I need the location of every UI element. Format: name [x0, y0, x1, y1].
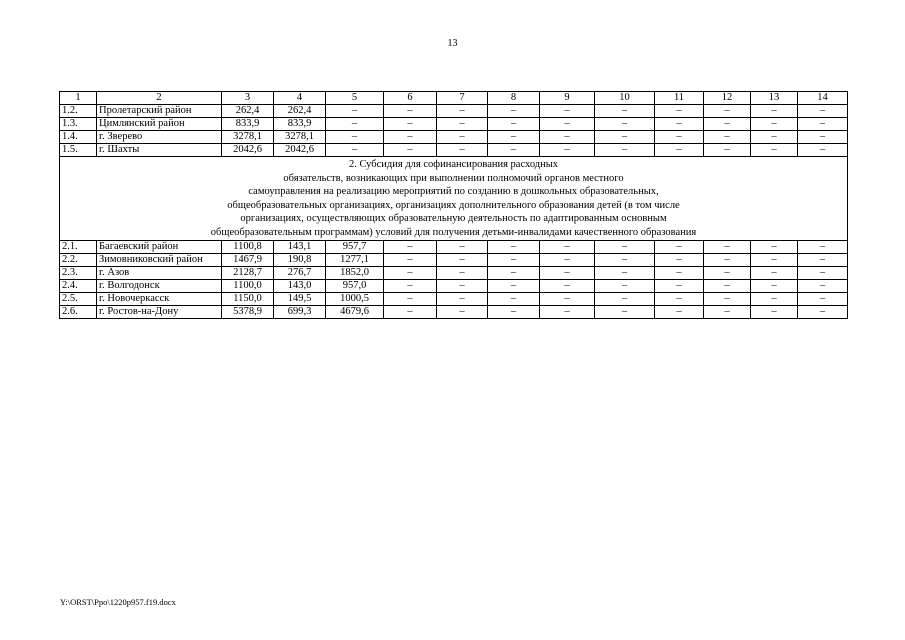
table-cell-col-4: 4: [274, 92, 326, 105]
table-cell-col-9: –: [540, 118, 595, 131]
table-cell-col-4: 3278,1: [274, 131, 326, 144]
table-cell-col-11: 11: [655, 92, 704, 105]
table-cell-col-5: –: [326, 105, 384, 118]
table-cell-col-5: 4679,6: [326, 306, 384, 319]
table-cell-col-2: г. Зверево: [97, 131, 222, 144]
table-cell-col-7: –: [437, 254, 488, 267]
table-header-row: [60, 92, 848, 105]
table-cell-col-2: г. Волгодонск: [97, 280, 222, 293]
table-cell-col-9: –: [540, 280, 595, 293]
table-cell-col-1: 2.3.: [60, 267, 97, 280]
table-cell-col-2: Пролетарский район: [97, 105, 222, 118]
table-cell-col-10: 10: [595, 92, 655, 105]
table-cell-col-2: г. Азов: [97, 267, 222, 280]
table-cell-col-12: –: [704, 118, 751, 131]
table-cell-col-9: –: [540, 131, 595, 144]
table-row: [60, 241, 848, 254]
table-cell-col-8: –: [488, 306, 540, 319]
table-cell-col-7: –: [437, 131, 488, 144]
table-cell-col-8: –: [488, 105, 540, 118]
table-cell-col-12: –: [704, 306, 751, 319]
table-cell-col-12: –: [704, 241, 751, 254]
table-cell-col-3: 1100,0: [222, 280, 274, 293]
table-cell-col-14: –: [798, 118, 848, 131]
table-cell-col-13: –: [751, 118, 798, 131]
table-cell-col-11: –: [655, 131, 704, 144]
table-cell-col-7: –: [437, 105, 488, 118]
table-cell-col-14: –: [798, 293, 848, 306]
section-heading-line: самоуправления на реализацию мероприятий по созданию в дошкольных образовательных,: [248, 186, 659, 197]
table-cell-col-6: –: [384, 144, 437, 157]
table-cell-col-8: –: [488, 280, 540, 293]
table-cell-col-8: –: [488, 241, 540, 254]
table-cell-col-10: –: [595, 131, 655, 144]
table-cell-col-11: –: [655, 118, 704, 131]
table-cell-col-6: –: [384, 293, 437, 306]
table-row: [60, 254, 848, 267]
table-cell-col-3: 2042,6: [222, 144, 274, 157]
table-cell-col-9: –: [540, 144, 595, 157]
table-cell-col-2: Багаевский район: [97, 241, 222, 254]
table-cell-col-1: 2.5.: [60, 293, 97, 306]
table-cell-col-9: –: [540, 267, 595, 280]
table-cell-col-5: 5: [326, 92, 384, 105]
table-cell-col-6: 6: [384, 92, 437, 105]
table-cell-col-5: –: [326, 131, 384, 144]
table-cell-col-8: –: [488, 131, 540, 144]
table-cell-col-4: 143,0: [274, 280, 326, 293]
table-cell-col-2: Цимлянский район: [97, 118, 222, 131]
table-cell-col-9: –: [540, 241, 595, 254]
table-cell-col-3: 1150,0: [222, 293, 274, 306]
table-cell-col-10: –: [595, 105, 655, 118]
table-cell-col-12: –: [704, 280, 751, 293]
table-cell-col-3: 1100,8: [222, 241, 274, 254]
table-cell-col-5: 957,7: [326, 241, 384, 254]
table-cell-col-11: –: [655, 280, 704, 293]
table-cell-col-3: 3278,1: [222, 131, 274, 144]
table-cell-col-4: 2042,6: [274, 144, 326, 157]
table-cell-col-6: –: [384, 254, 437, 267]
table-cell-col-3: 1467,9: [222, 254, 274, 267]
table-cell-col-2: г. Новочеркасск: [97, 293, 222, 306]
table-cell-col-9: –: [540, 105, 595, 118]
table-cell-col-2: г. Ростов-на-Дону: [97, 306, 222, 319]
table-cell-col-8: –: [488, 118, 540, 131]
table-cell-col-13: –: [751, 306, 798, 319]
table-cell-col-13: –: [751, 241, 798, 254]
table-cell-col-11: –: [655, 306, 704, 319]
table-cell-col-3: 5378,9: [222, 306, 274, 319]
table-cell-col-10: –: [595, 254, 655, 267]
table-cell-col-8: –: [488, 267, 540, 280]
table-cell-col-5: 1277,1: [326, 254, 384, 267]
table-cell-col-6: –: [384, 241, 437, 254]
table-cell-col-8: –: [488, 254, 540, 267]
section-heading-line: организациях, осуществляющих образовательную деятельность по адаптированным основным: [240, 213, 667, 224]
table-cell-col-3: 3: [222, 92, 274, 105]
table-cell-col-4: 276,7: [274, 267, 326, 280]
table-cell-col-4: 149,5: [274, 293, 326, 306]
table-cell-col-6: –: [384, 131, 437, 144]
table-cell-col-2: г. Шахты: [97, 144, 222, 157]
table-cell-col-14: –: [798, 241, 848, 254]
table-cell-col-10: –: [595, 118, 655, 131]
table-row: [60, 280, 848, 293]
table-cell-col-14: –: [798, 144, 848, 157]
subsidy-table: [59, 91, 848, 319]
table-cell-col-3: 833,9: [222, 118, 274, 131]
table-cell-col-7: 7: [437, 92, 488, 105]
table-cell-col-1: 2.4.: [60, 280, 97, 293]
table-cell-col-4: 190,8: [274, 254, 326, 267]
table-cell-col-7: –: [437, 293, 488, 306]
table-cell-col-12: 12: [704, 92, 751, 105]
table-cell-col-1: 1.3.: [60, 118, 97, 131]
table-cell-col-12: –: [704, 105, 751, 118]
table-cell-col-12: –: [704, 267, 751, 280]
table-cell-col-12: –: [704, 131, 751, 144]
table-cell-col-11: –: [655, 105, 704, 118]
table-cell-col-6: –: [384, 105, 437, 118]
table-cell-col-6: –: [384, 306, 437, 319]
table-cell-col-4: 262,4: [274, 105, 326, 118]
section-heading-line: обязательств, возникающих при выполнении полномочий органов местного: [283, 172, 624, 184]
table-cell-col-1: 2.6.: [60, 306, 97, 319]
table-cell-col-3: 2128,7: [222, 267, 274, 280]
table-cell-col-13: –: [751, 293, 798, 306]
table-cell-col-14: –: [798, 280, 848, 293]
table-cell-col-13: –: [751, 105, 798, 118]
table-cell-col-13: –: [751, 144, 798, 157]
table-cell-col-11: –: [655, 144, 704, 157]
table-cell-col-5: –: [326, 118, 384, 131]
table-row: [60, 131, 848, 144]
table-cell-col-7: –: [437, 267, 488, 280]
table-row: [60, 105, 848, 118]
table-row: [60, 293, 848, 306]
table-cell-col-4: 143,1: [274, 241, 326, 254]
table-cell-col-13: –: [751, 267, 798, 280]
table-cell-col-8: 8: [488, 92, 540, 105]
table-cell-col-11: –: [655, 293, 704, 306]
table-cell-col-6: –: [384, 118, 437, 131]
section-heading-line: общеобразовательным программам) условий для получения детьми-инвалидами качественного образования: [210, 226, 697, 238]
table-cell-col-14: –: [798, 131, 848, 144]
table-cell-col-13: –: [751, 280, 798, 293]
table-cell-col-1: 2.1.: [60, 241, 97, 254]
table-cell-col-13: –: [751, 254, 798, 267]
table-cell-col-8: –: [488, 144, 540, 157]
table-cell-col-6: –: [384, 280, 437, 293]
table-cell-col-7: –: [437, 144, 488, 157]
table-cell-col-12: –: [704, 293, 751, 306]
table-cell-col-7: –: [437, 280, 488, 293]
table-cell-col-1: 1.2.: [60, 105, 97, 118]
table-cell-col-11: –: [655, 241, 704, 254]
table-cell-col-2: 2: [97, 92, 222, 105]
table-cell-col-3: 262,4: [222, 105, 274, 118]
table-cell-col-9: –: [540, 254, 595, 267]
table-cell-col-12: –: [704, 144, 751, 157]
table-cell-col-1: 2.2.: [60, 254, 97, 267]
table-cell-col-10: –: [595, 306, 655, 319]
table-row: [60, 267, 848, 280]
table-cell-col-14: –: [798, 306, 848, 319]
table-cell-col-7: –: [437, 118, 488, 131]
table-cell-col-5: 1000,5: [326, 293, 384, 306]
table-cell-col-1: 1.5.: [60, 144, 97, 157]
table-cell-col-11: –: [655, 267, 704, 280]
table-cell-col-11: –: [655, 254, 704, 267]
table-cell-col-5: 957,0: [326, 280, 384, 293]
section-heading-line: 2. Субсидия для софинансирования расходных: [348, 159, 559, 170]
table-cell-col-1: 1.4.: [60, 131, 97, 144]
table-cell-col-14: –: [798, 105, 848, 118]
table-cell-col-4: 833,9: [274, 118, 326, 131]
table-cell-col-14: –: [798, 267, 848, 280]
table-cell-col-6: –: [384, 267, 437, 280]
table-row: [60, 144, 848, 157]
section-heading-line: общеобразовательных организациях, организациях дополнительного образования детей (в том числе: [227, 199, 680, 211]
table-cell-col-13: –: [751, 131, 798, 144]
table-cell-col-10: –: [595, 267, 655, 280]
table-cell-col-5: –: [326, 144, 384, 157]
section-2-heading: [60, 157, 848, 241]
table-cell-col-7: –: [437, 306, 488, 319]
table-cell-col-10: –: [595, 280, 655, 293]
table-cell-col-9: –: [540, 293, 595, 306]
footer-file-path: Y:\ORST\Ppo\1220p957.f19.docx: [60, 597, 176, 607]
table-cell-col-1: 1: [60, 92, 97, 105]
table-cell-col-14: 14: [798, 92, 848, 105]
table-cell-col-7: –: [437, 241, 488, 254]
table-cell-col-10: –: [595, 241, 655, 254]
page-number: 13: [447, 38, 458, 49]
table-body: [60, 92, 848, 319]
table-cell-col-12: –: [704, 254, 751, 267]
table-cell-col-9: –: [540, 306, 595, 319]
table-cell-col-10: –: [595, 144, 655, 157]
table-row: [60, 306, 848, 319]
table-cell-col-14: –: [798, 254, 848, 267]
table-cell-col-13: 13: [751, 92, 798, 105]
table-cell-col-5: 1852,0: [326, 267, 384, 280]
table-cell-col-2: Зимовниковский район: [97, 254, 222, 267]
table-row: [60, 118, 848, 131]
table-cell-col-8: –: [488, 293, 540, 306]
section-heading-row: [60, 157, 848, 241]
table-cell-col-9: 9: [540, 92, 595, 105]
table-cell-col-10: –: [595, 293, 655, 306]
table-cell-col-4: 699,3: [274, 306, 326, 319]
